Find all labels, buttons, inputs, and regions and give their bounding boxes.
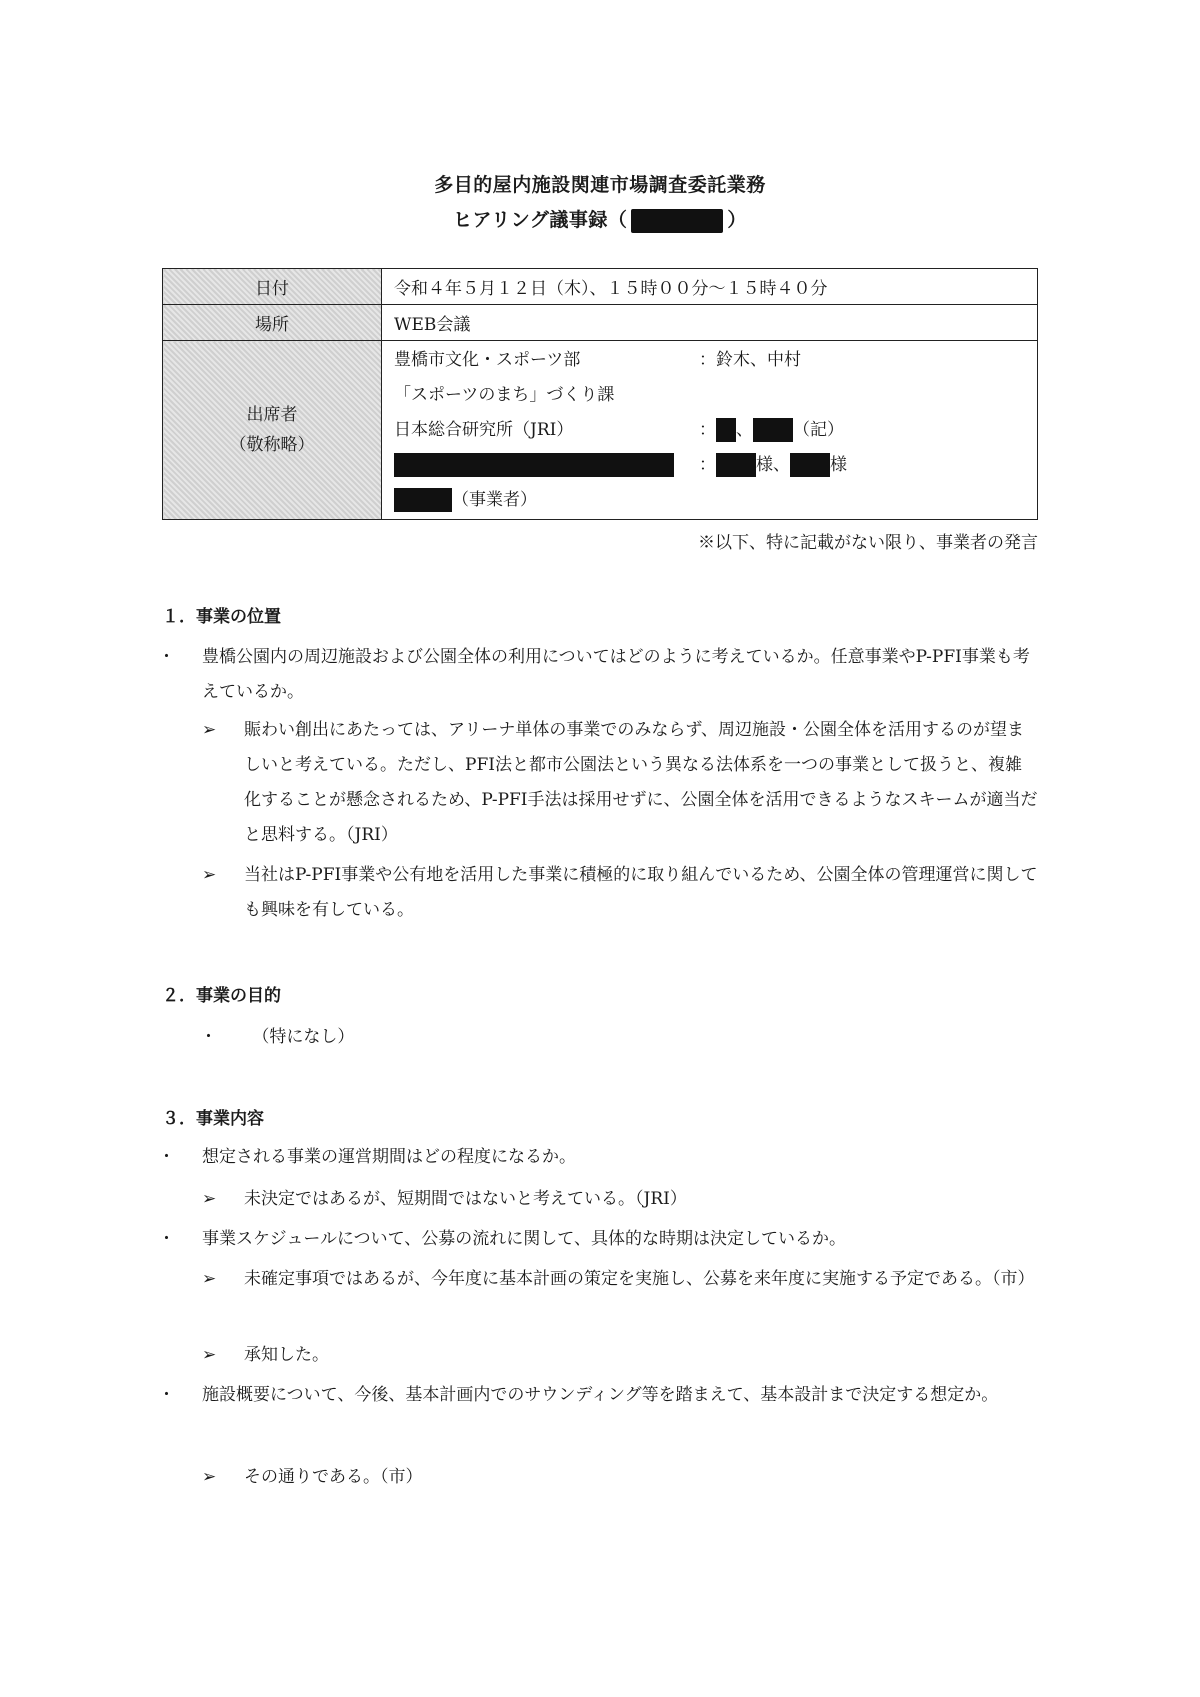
- attendee-honorific: 様: [830, 454, 847, 475]
- arrow-icon: ➢: [202, 1345, 217, 1365]
- attendee-org: 日本総合研究所（JRI）: [394, 419, 574, 440]
- bullet-mark: ・: [200, 1027, 217, 1047]
- arrow-icon: ➢: [202, 1189, 217, 1209]
- question-item: [158, 1140, 1038, 1175]
- question-text: 施設概要について、今後、基本計画内でのサウンディング等を踏まえて、基本設計まで決定する想定か。: [202, 1385, 999, 1405]
- answer-item: [202, 1460, 1038, 1495]
- answer-text: 当社はP-PFI事業や公有地を活用した事業に積極的に取り組んでいるため、公園全体の管理運営に関しても興味を有している。: [244, 865, 1038, 920]
- answer-item: [202, 713, 1038, 853]
- answer-text: 未決定ではあるが、短期間ではないと考えている。（JRI）: [244, 1189, 687, 1209]
- question-text: 想定される事業の運営期間はどの程度になるか。: [202, 1147, 576, 1167]
- attendees-label-sub: （敬称略）: [229, 435, 315, 455]
- answer-text: 未確定事項ではあるが、今年度に基本計画の策定を実施し、公募を来年度に実施する予定である。（市）: [244, 1269, 1035, 1289]
- answer-item: [202, 1262, 1038, 1297]
- redaction-block: [394, 488, 452, 512]
- redaction-block: [753, 418, 793, 442]
- answer-text: その通りである。（市）: [244, 1467, 423, 1487]
- attendee-row: [394, 343, 1037, 378]
- question-text: 豊橋公園内の周辺施設および公園全体の利用についてはどのように考えているか。任意事業やP-PFI事業も考えているか。: [202, 647, 1030, 702]
- place-label: 場所: [163, 305, 382, 341]
- attendee-sep: ：: [699, 454, 716, 475]
- question-item: [158, 1378, 1038, 1413]
- bullet-mark: ・: [158, 1385, 175, 1405]
- attendees-list: [382, 341, 1038, 520]
- date-value: 令和４年５月１２日（木）、１５時００分～１５時４０分: [382, 269, 1038, 305]
- attendees-label-main: 出席者: [246, 405, 298, 425]
- attendee-note: （記）: [793, 419, 844, 440]
- attendee-row: [394, 413, 1037, 448]
- answer-item: [202, 1338, 1038, 1373]
- attendee-row: [394, 448, 1037, 483]
- empty-note-text: （特になし）: [252, 1027, 355, 1047]
- redaction-block: [716, 453, 756, 477]
- document-subtitle: [0, 205, 1200, 233]
- subtitle-suffix: ）: [727, 209, 747, 231]
- attendee-org: 豊橋市文化・スポーツ部: [394, 349, 581, 370]
- arrow-icon: ➢: [202, 720, 217, 740]
- section-heading: ３．事業内容: [162, 1109, 264, 1129]
- speaker-note: ※以下、特に記載がない限り、事業者の発言: [698, 533, 1038, 553]
- answer-text: 承知した。: [244, 1345, 329, 1365]
- redaction-block: [716, 418, 736, 442]
- bullet-mark: ・: [158, 647, 175, 667]
- question-text: 事業スケジュールについて、公募の流れに関して、具体的な時期は決定しているか。: [202, 1229, 846, 1249]
- answer-item: [202, 1182, 1038, 1217]
- redaction-block: [631, 209, 723, 233]
- subtitle-prefix: ヒアリング議事録（: [453, 209, 628, 231]
- answer-text: 賑わい創出にあたっては、アリーナ単体の事業でのみならず、周辺施設・公園全体を活用するのが望ましいと考えている。ただし、PFI法と都市公園法という異なる法体系を一つの事業として扱うと、複雑化することが懸念されるため、P-PFI手法は採用せずに、公園全体を活用できるようなスキームが適当だと思料する。（JRI）: [244, 720, 1038, 845]
- attendee-names: ：鈴木、中村: [699, 349, 801, 370]
- date-label: 日付: [163, 269, 382, 305]
- meeting-info-table: [162, 268, 1038, 520]
- empty-note: [200, 1022, 354, 1047]
- redaction-block: [790, 453, 830, 477]
- attendee-org-sub: 「スポーツのまち」づくり課: [394, 384, 615, 405]
- document-title: 多目的屋内施設関連市場調査委託業務: [434, 174, 766, 196]
- arrow-icon: ➢: [202, 865, 217, 885]
- attendee-honorific: 様、: [756, 454, 790, 475]
- bullet-mark: ・: [158, 1229, 175, 1249]
- attendees-label: [163, 341, 382, 520]
- section-heading: １．事業の位置: [162, 607, 281, 627]
- attendee-comma: 、: [736, 419, 753, 440]
- arrow-icon: ➢: [202, 1467, 217, 1487]
- attendee-sep: ：: [699, 419, 716, 440]
- attendee-row: [394, 378, 1037, 413]
- redaction-block: [394, 453, 674, 477]
- attendee-row: [394, 483, 1037, 518]
- place-value: WEB会議: [382, 305, 1038, 341]
- question-item: [158, 1222, 1038, 1257]
- attendee-suffix: （事業者）: [452, 489, 537, 510]
- arrow-icon: ➢: [202, 1269, 217, 1289]
- bullet-mark: ・: [158, 1147, 175, 1167]
- question-item: [158, 640, 1038, 710]
- section-heading: ２．事業の目的: [162, 986, 281, 1006]
- answer-item: [202, 858, 1038, 928]
